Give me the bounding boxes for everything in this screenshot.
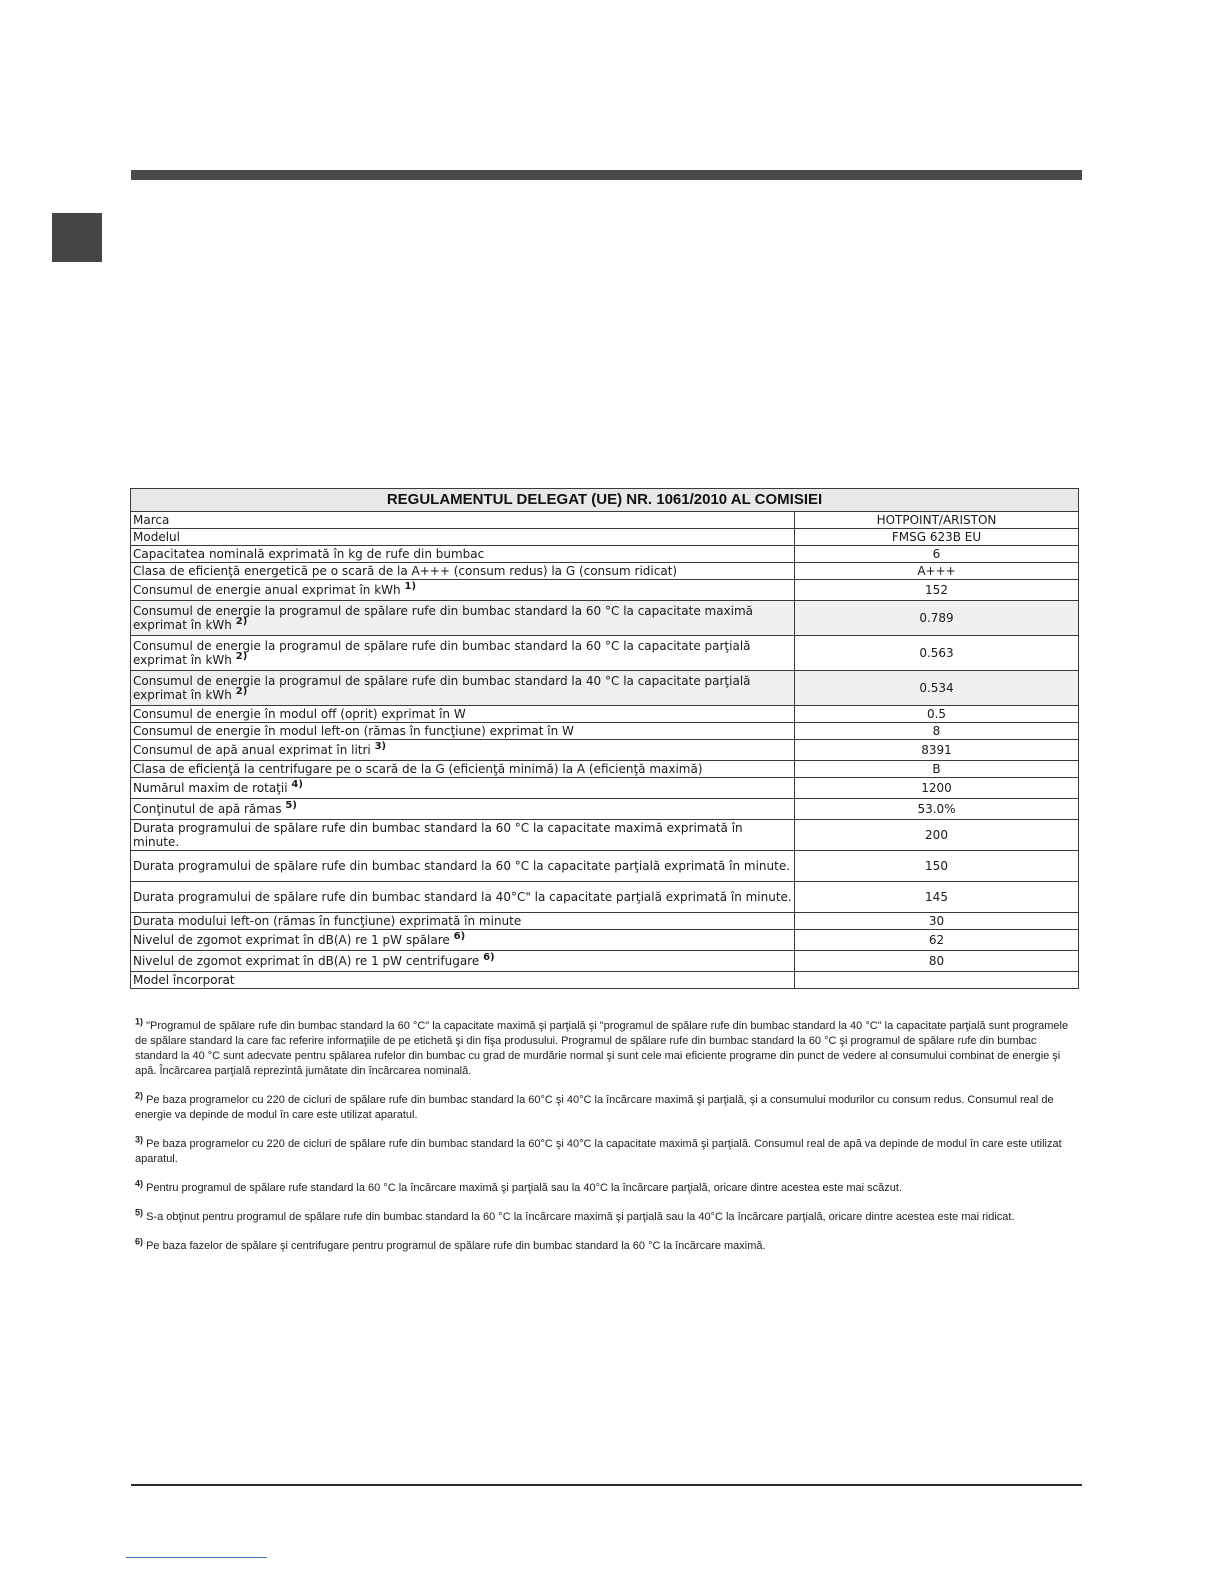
row-label: Consumul de energie la programul de spălare rufe din bumbac standard la 60 °C la capacitate maximă exprimat în kWh $^{2)}$ <box>131 601 795 636</box>
bottom-divider <box>131 1484 1082 1486</box>
table-row <box>131 930 1079 951</box>
footnote: $^{4)}$ Pentru programul de spălare rufe standard la 60 °C la încărcare maximă şi parţială sau la 40°C la încărcare parţială, oricare dintre acestea este mai scăzut. <box>135 1178 903 1194</box>
table-row <box>131 882 1079 913</box>
table-row <box>131 778 1079 799</box>
row-value: 0.5 <box>795 706 1079 723</box>
table-row <box>131 563 1079 580</box>
footnote-mark: 5) <box>135 1207 144 1218</box>
row-value: FMSG 623B EU <box>795 529 1079 546</box>
row-label: Capacitatea nominală exprimată în kg de rufe din bumbac <box>131 546 795 563</box>
row-value: HOTPOINT/ARISTON <box>795 512 1079 529</box>
table-row <box>131 529 1079 546</box>
footnote-ref: 2) <box>235 651 248 662</box>
row-label: Clasa de eficienţă energetică pe o scară de la A+++ (consum redus) la G (consum ridicat) <box>131 563 795 580</box>
table-row <box>131 601 1079 636</box>
row-value: 6 <box>795 546 1079 563</box>
row-label: Consumul de energie la programul de spălare rufe din bumbac standard la 40 °C la capacitate parţială exprimat în kWh $^{2)}$ <box>131 671 795 706</box>
table-row <box>131 546 1079 563</box>
footnote-mark: 4) <box>135 1178 144 1189</box>
row-value: 8 <box>795 723 1079 740</box>
table-row <box>131 636 1079 671</box>
regulation-table <box>130 488 1079 989</box>
row-label: Modelul <box>131 529 795 546</box>
table-row <box>131 820 1079 851</box>
footnote-ref: 3) <box>374 741 387 752</box>
footnote-ref: 2) <box>235 616 248 627</box>
table-row <box>131 799 1079 820</box>
table-row <box>131 913 1079 930</box>
row-value: 0.563 <box>795 636 1079 671</box>
row-value: 200 <box>795 820 1079 851</box>
row-value: 0.789 <box>795 601 1079 636</box>
footnote-mark: 6) <box>135 1236 144 1247</box>
table-row <box>131 851 1079 882</box>
row-label: Consumul de energie în modul off (oprit) exprimat în W <box>131 706 795 723</box>
language-tab-marker <box>52 213 102 262</box>
row-label: Durata programului de spălare rufe din bumbac standard la 60 °C la capacitate maximă exprimată în minute. <box>131 820 795 851</box>
footnote-ref: 5) <box>285 800 297 811</box>
footnotes <box>135 1016 1075 1268</box>
row-label: Consumul de energie în modul left-on (rămas în funcţiune) exprimat în W <box>131 723 795 740</box>
row-label: Nivelul de zgomot exprimat în dB(A) re 1 pW centrifugare $^{6)}$ <box>131 951 795 972</box>
row-label: Consumul de apă anual exprimat în litri $^{3)}$ <box>131 740 795 761</box>
table-title: REGULAMENTUL DELEGAT (UE) NR. 1061/2010 AL COMISIEI <box>131 489 1079 512</box>
row-label: Durata programului de spălare rufe din bumbac standard la 60 °C la capacitate parţială exprimată în minute. <box>131 851 795 882</box>
row-value: 1200 <box>795 778 1079 799</box>
row-value: A+++ <box>795 563 1079 580</box>
row-value: 152 <box>795 580 1079 601</box>
footnote-ref: 1) <box>404 581 417 592</box>
footnote-ref: 6) <box>483 952 495 963</box>
footnote: $^{5)}$ S-a obţinut pentru programul de spălare rufe din bumbac standard la 60 °C la încărcare maximă şi parţială sau la 40°C la încărcare parţială, oricare dintre acestea este mai ridicat. <box>135 1207 1015 1223</box>
table-row <box>131 761 1079 778</box>
footnote: $^{2)}$ Pe baza programelor cu 220 de cicluri de spălare rufe din bumbac standard la 60°C şi 40°C la încărcare maximă şi parţială, şi a consumului modurilor cu consum redus. Consumul real de energie va depinde de modul în care este utilizat aparatul. <box>135 1090 1054 1121</box>
row-value: 80 <box>795 951 1079 972</box>
table-row <box>131 671 1079 706</box>
row-value: 8391 <box>795 740 1079 761</box>
row-value: 145 <box>795 882 1079 913</box>
footnote: $^{6)}$ Pe baza fazelor de spălare şi centrifugare pentru programul de spălare rufe din bumbac standard la 60 °C la încărcare maximă. <box>135 1236 766 1252</box>
row-label: Conţinutul de apă rămas $^{5)}$ <box>131 799 795 820</box>
row-value: 30 <box>795 913 1079 930</box>
row-value: 0.534 <box>795 671 1079 706</box>
row-label: Model încorporat <box>131 972 795 989</box>
footnote-ref: 6) <box>453 931 466 942</box>
table-row <box>131 512 1079 529</box>
footnote-ref: 2) <box>235 686 248 697</box>
footnote-mark: 1) <box>135 1016 144 1027</box>
row-label: Nivelul de zgomot exprimat în dB(A) re 1 pW spălare $^{6)}$ <box>131 930 795 951</box>
row-label: Numărul maxim de rotaţii $^{4)}$ <box>131 778 795 799</box>
row-value <box>795 972 1079 989</box>
table-row <box>131 972 1079 989</box>
row-label: Marca <box>131 512 795 529</box>
footnote: $^{3)}$ Pe baza programelor cu 220 de cicluri de spălare rufe din bumbac standard la 60°C şi 40°C la capacitate maximă şi parţială. Consumul real de apă va depinde de modul în care este utilizat aparatul. <box>135 1134 1062 1165</box>
table-row <box>131 706 1079 723</box>
table-row <box>131 740 1079 761</box>
table-row <box>131 723 1079 740</box>
footnote: $^{1)}$ "Programul de spălare rufe din bumbac standard la 60 °C" la capacitate maximă şi parţială şi "programul de spălare rufe din bumbac standard la 40 °C" la capacitate parţială sunt programele de spălare standard la care fac referire informaţiile de pe etichetă şi din fişa produsului. Programul de spălare rufe din bumbac standard la 60 °C şi programul de spălare rufe din bumbac standard la 40 °C sunt adecvate pentru spălarea rufelor din bumbac cu grad de murdărie normal şi sunt cele mai eficiente programe din punct de vedere al consumului combinat de energie şi apă. Încărcarea parţială reprezintă jumătate din încărcarea nominală. <box>135 1016 1069 1077</box>
top-divider-bar <box>131 170 1082 180</box>
footnote-mark: 3) <box>135 1134 144 1145</box>
row-label: Durata modului left-on (rămas în funcţiune) exprimată în minute <box>131 913 795 930</box>
row-value: 62 <box>795 930 1079 951</box>
table-row <box>131 951 1079 972</box>
row-label: Clasa de eficienţă la centrifugare pe o scară de la G (eficienţă minimă) la A (eficienţă maximă) <box>131 761 795 778</box>
footnote-ref: 4) <box>291 779 303 790</box>
table-row <box>131 580 1079 601</box>
footnote-mark: 2) <box>135 1090 144 1101</box>
row-value: B <box>795 761 1079 778</box>
row-label: Consumul de energie anual exprimat în kWh $^{1)}$ <box>131 580 795 601</box>
row-label: Durata programului de spălare rufe din bumbac standard la 40°C" la capacitate parţială exprimată în minute. <box>131 882 795 913</box>
row-value: 53.0% <box>795 799 1079 820</box>
row-value: 150 <box>795 851 1079 882</box>
footer-link-underline[interactable] <box>126 1557 267 1558</box>
row-label: Consumul de energie la programul de spălare rufe din bumbac standard la 60 °C la capacitate parţială exprimat în kWh $^{2)}$ <box>131 636 795 671</box>
